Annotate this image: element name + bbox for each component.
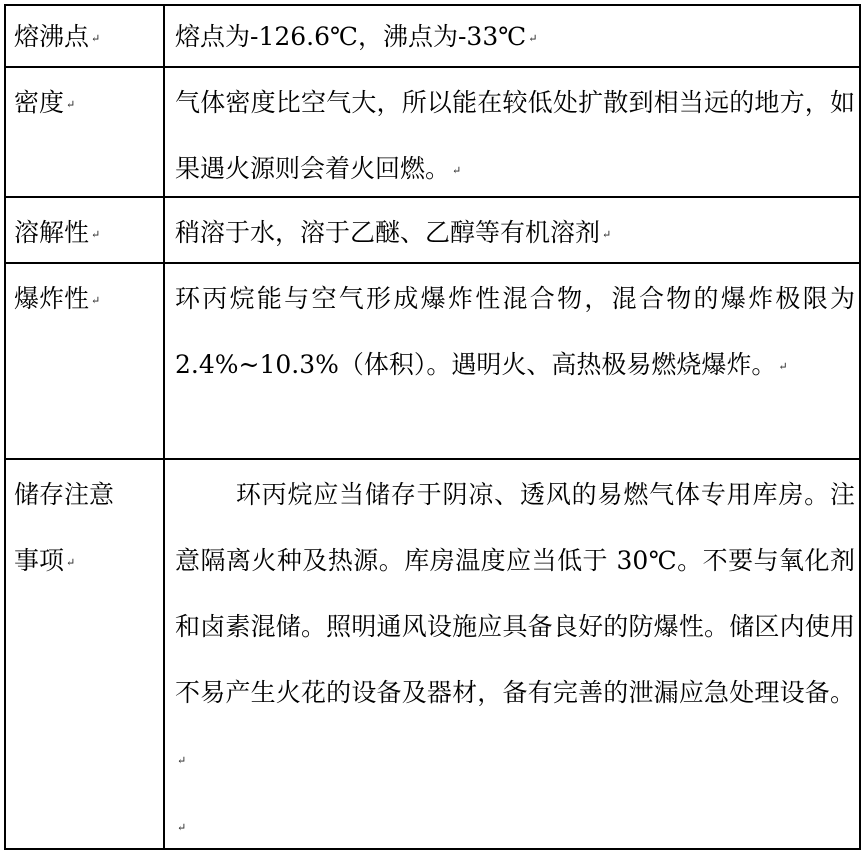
column-divider xyxy=(163,4,165,850)
paragraph-mark-icon: ↵ xyxy=(91,227,101,241)
paragraph-mark-icon: ↵ xyxy=(91,293,101,307)
row-content: 环丙烷能与空气形成爆炸性混合物，混合物的爆炸极限为 2.4%~10.3%（体积）。遇明火、高热极易燃烧爆炸。 ↵ xyxy=(175,284,855,379)
row-divider xyxy=(4,458,860,460)
paragraph-mark-icon: ↵ xyxy=(91,31,101,45)
table-border-left xyxy=(4,4,6,850)
paragraph-mark-icon: ↵ xyxy=(177,821,187,834)
row-content: 稍溶于水，溶于乙醚、乙醇等有机溶剂 ↵ xyxy=(175,218,612,247)
paragraph-mark-icon: ↵ xyxy=(66,555,76,569)
paragraph-mark-icon: ↵ xyxy=(602,227,612,241)
row-content: 熔点为-126.6℃，沸点为-33℃ ↵ xyxy=(175,22,538,51)
paragraph-mark-icon: ↵ xyxy=(177,753,187,767)
row-label: 密度 ↵ xyxy=(14,88,76,117)
row-content: 气体密度比空气大，所以能在较低处扩散到相当远的地方，如果遇火源则会着火回燃。 ↵ xyxy=(175,88,855,183)
row-label: 溶解性 ↵ xyxy=(14,218,101,247)
row-label: 爆炸性 ↵ xyxy=(14,284,101,313)
row-label: 熔沸点 ↵ xyxy=(14,22,101,51)
paragraph-mark-icon: ↵ xyxy=(528,31,538,45)
row-label: 储存注意 事项 ↵ xyxy=(14,480,115,575)
paragraph-mark-icon: ↵ xyxy=(452,163,462,177)
paragraph-mark-icon: ↵ xyxy=(66,97,76,111)
table-border-right xyxy=(859,4,861,850)
paragraph-mark-icon: ↵ xyxy=(778,359,788,373)
row-content: 环丙烷应当储存于阴凉、透风的易燃气体专用库房。注意隔离火种及热源。库房温度应当低于 30℃。不要与氧化剂和卤素混储。照明通风设施应具备良好的防爆性。储区内使用不易产生火花的设备及器材，备有完善的泄漏应急处理设备。↵ ↵ xyxy=(175,480,855,834)
